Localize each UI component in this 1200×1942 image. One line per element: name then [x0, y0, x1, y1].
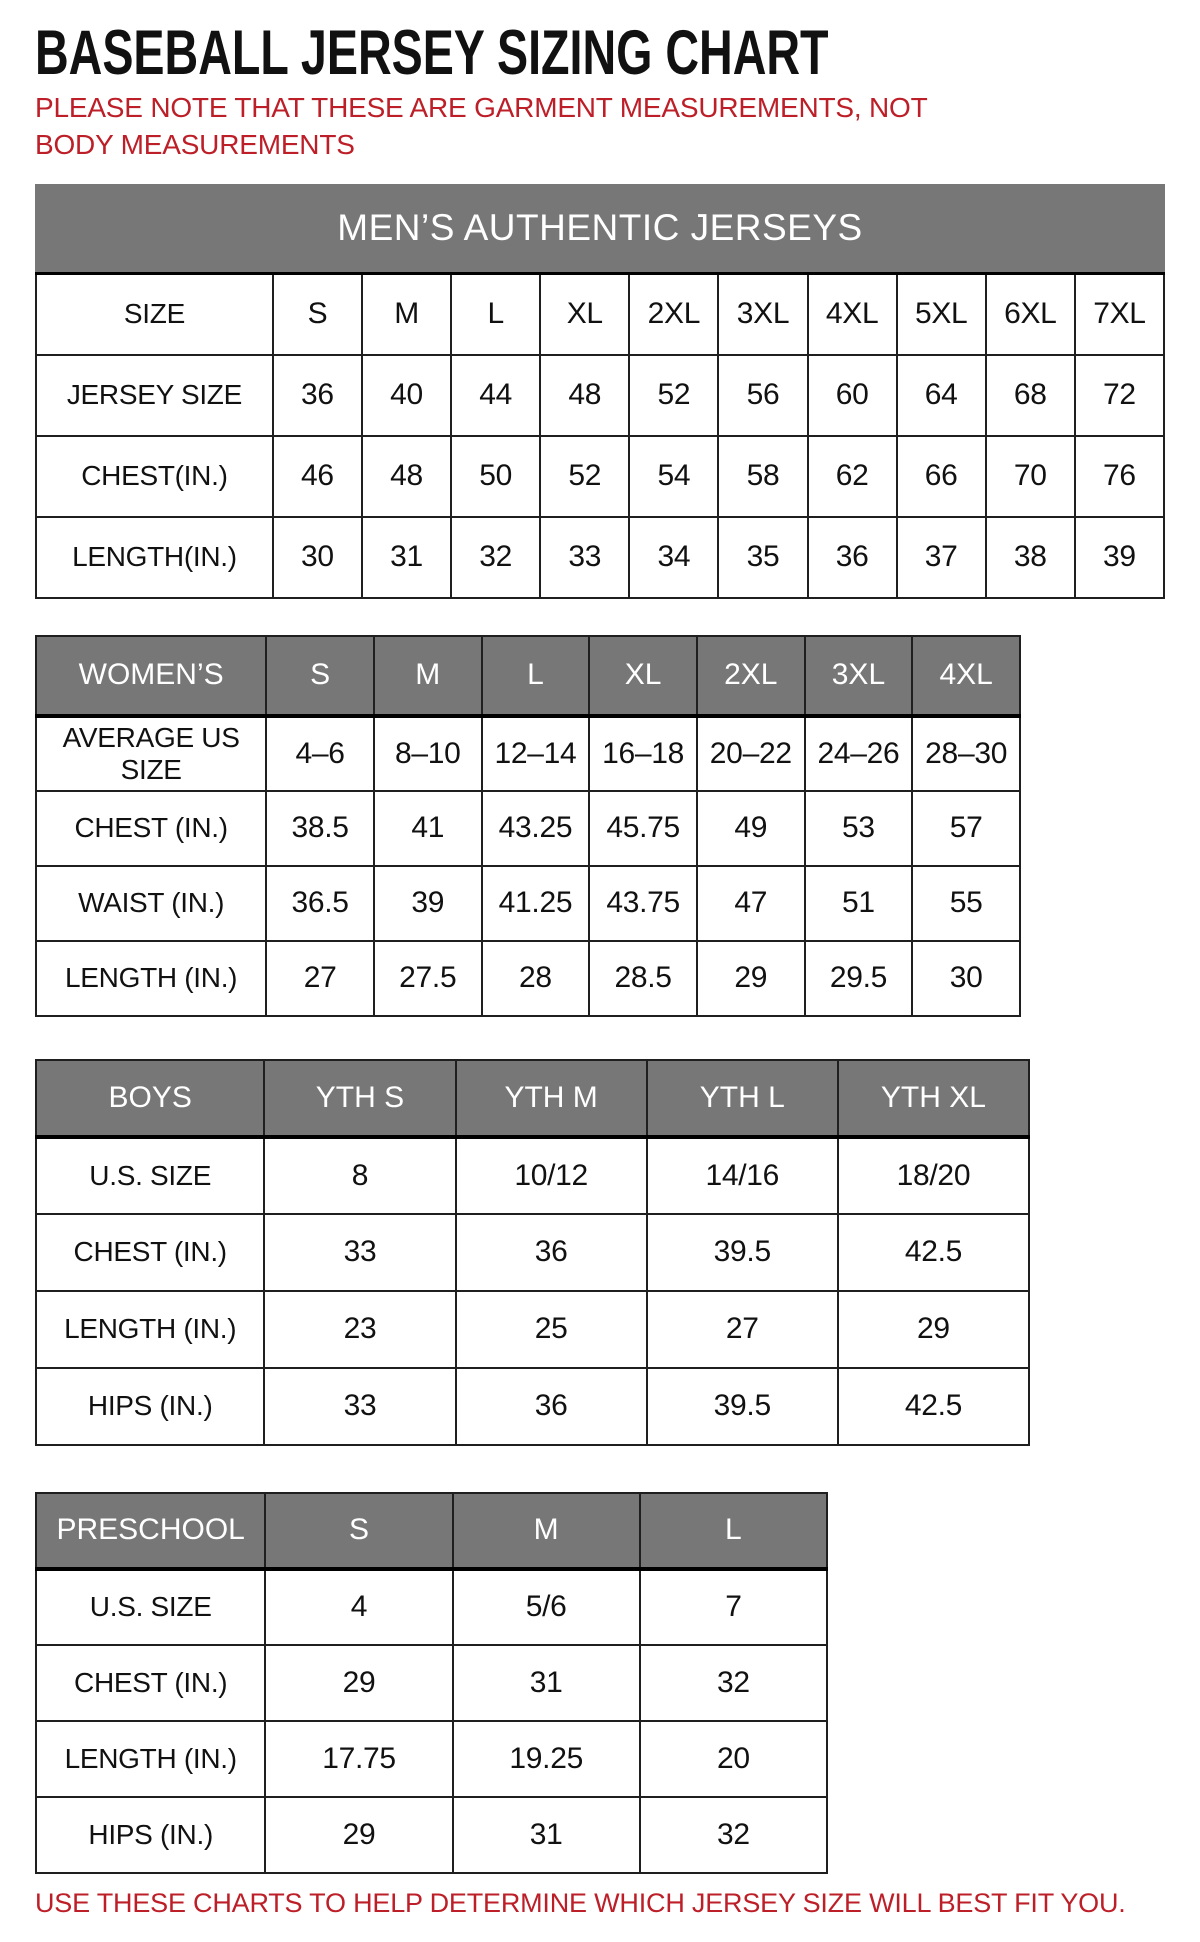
size-column-header-cell: 2XL [697, 636, 805, 716]
table-row [36, 1645, 827, 1721]
value-cell: 54 [629, 436, 718, 517]
table-row [36, 1291, 1029, 1368]
value-cell: 28 [482, 941, 590, 1016]
value-cell: 76 [1075, 436, 1164, 517]
value-cell: 6XL [986, 274, 1075, 355]
table-row [36, 1569, 827, 1645]
table-row [36, 517, 1164, 598]
value-cell: 27.5 [374, 941, 482, 1016]
value-cell: 64 [897, 355, 986, 436]
value-cell: 36 [808, 517, 897, 598]
value-cell: 39 [374, 866, 482, 941]
value-cell: 46 [273, 436, 362, 517]
value-cell: 29.5 [805, 941, 913, 1016]
header-row [36, 1060, 1029, 1137]
group-header-cell: BOYS [36, 1060, 264, 1137]
value-cell: 25 [456, 1291, 647, 1368]
row-label-cell: LENGTH (IN.) [36, 941, 266, 1016]
row-label-cell: CHEST (IN.) [36, 1645, 265, 1721]
value-cell: 47 [697, 866, 805, 941]
preschool-section [35, 1492, 1165, 1874]
garment-measurements-note: PLEASE NOTE THAT THESE ARE GARMENT MEASUREMENTS, NOT BODY MEASUREMENTS [35, 92, 928, 161]
value-cell: 10/12 [456, 1137, 647, 1214]
size-column-header-cell: YTH XL [838, 1060, 1029, 1137]
value-cell: 70 [986, 436, 1075, 517]
value-cell: 39.5 [647, 1368, 838, 1445]
value-cell: 36 [273, 355, 362, 436]
value-cell: 20–22 [697, 716, 805, 791]
value-cell: 41.25 [482, 866, 590, 941]
value-cell: 4 [265, 1569, 452, 1645]
womens-size-table [35, 635, 1021, 1017]
value-cell: 7XL [1075, 274, 1164, 355]
value-cell: 38 [986, 517, 1075, 598]
value-cell: 72 [1075, 355, 1164, 436]
value-cell: 30 [273, 517, 362, 598]
value-cell: 18/20 [838, 1137, 1029, 1214]
table-row [36, 791, 1020, 866]
size-column-header-cell: 3XL [805, 636, 913, 716]
size-column-header-cell: YTH M [456, 1060, 647, 1137]
row-label-cell: WAIST (IN.) [36, 866, 266, 941]
value-cell: 66 [897, 436, 986, 517]
row-label-cell: LENGTH(IN.) [36, 517, 273, 598]
table-row [36, 1214, 1029, 1291]
value-cell: 29 [265, 1797, 452, 1873]
value-cell: 20 [640, 1721, 827, 1797]
value-cell: 32 [451, 517, 540, 598]
value-cell: 23 [264, 1291, 455, 1368]
value-cell: 40 [362, 355, 451, 436]
page-title [35, 20, 1165, 86]
table-row [36, 1137, 1029, 1214]
value-cell: 30 [912, 941, 1020, 1016]
value-cell: S [273, 274, 362, 355]
table-row [36, 866, 1020, 941]
page-title-text: BASEBALL JERSEY SIZING CHART [35, 18, 829, 88]
row-label-cell: HIPS (IN.) [36, 1797, 265, 1873]
value-cell: 7 [640, 1569, 827, 1645]
value-cell: 28.5 [589, 941, 697, 1016]
value-cell: 56 [718, 355, 807, 436]
value-cell: 12–14 [482, 716, 590, 791]
size-column-header-cell: XL [589, 636, 697, 716]
value-cell: 50 [451, 436, 540, 517]
value-cell: 29 [265, 1645, 452, 1721]
table-row [36, 355, 1164, 436]
value-cell: 48 [540, 355, 629, 436]
value-cell: 35 [718, 517, 807, 598]
mens-authentic-jerseys-section [35, 184, 1165, 599]
size-column-header-cell: S [266, 636, 374, 716]
value-cell: 45.75 [589, 791, 697, 866]
row-label-cell: LENGTH (IN.) [36, 1291, 264, 1368]
value-cell: 33 [264, 1214, 455, 1291]
value-cell: 31 [362, 517, 451, 598]
value-cell: 2XL [629, 274, 718, 355]
value-cell: 52 [629, 355, 718, 436]
row-label-cell: AVERAGE US SIZE [36, 716, 266, 791]
value-cell: 27 [266, 941, 374, 1016]
value-cell: 32 [640, 1797, 827, 1873]
value-cell: L [451, 274, 540, 355]
value-cell: 31 [453, 1645, 640, 1721]
value-cell: 3XL [718, 274, 807, 355]
value-cell: 8 [264, 1137, 455, 1214]
value-cell: 33 [264, 1368, 455, 1445]
value-cell: 32 [640, 1645, 827, 1721]
table-row [36, 1797, 827, 1873]
value-cell: 4XL [808, 274, 897, 355]
size-column-header-cell: S [265, 1493, 452, 1569]
size-column-header-cell: L [640, 1493, 827, 1569]
value-cell: 39 [1075, 517, 1164, 598]
value-cell: 53 [805, 791, 913, 866]
value-cell: 36 [456, 1368, 647, 1445]
value-cell: 8–10 [374, 716, 482, 791]
row-label-cell: U.S. SIZE [36, 1137, 264, 1214]
size-column-header-cell: M [374, 636, 482, 716]
value-cell: 44 [451, 355, 540, 436]
group-header-cell: WOMEN’S [36, 636, 266, 716]
value-cell: 33 [540, 517, 629, 598]
size-column-header-cell: YTH S [264, 1060, 455, 1137]
value-cell: 52 [540, 436, 629, 517]
value-cell: 60 [808, 355, 897, 436]
row-label-cell: JERSEY SIZE [36, 355, 273, 436]
table-row [36, 1368, 1029, 1445]
row-label-cell: LENGTH (IN.) [36, 1721, 265, 1797]
table-row [36, 436, 1164, 517]
value-cell: 43.25 [482, 791, 590, 866]
value-cell: 68 [986, 355, 1075, 436]
value-cell: 29 [697, 941, 805, 1016]
group-header-cell: PRESCHOOL [36, 1493, 265, 1569]
value-cell: 41 [374, 791, 482, 866]
value-cell: 36.5 [266, 866, 374, 941]
row-label-cell: CHEST (IN.) [36, 791, 266, 866]
value-cell: 42.5 [838, 1368, 1029, 1445]
table-row [36, 716, 1020, 791]
value-cell: 28–30 [912, 716, 1020, 791]
size-column-header-cell: 4XL [912, 636, 1020, 716]
row-label-cell: HIPS (IN.) [36, 1368, 264, 1445]
value-cell: 48 [362, 436, 451, 517]
value-cell: 62 [808, 436, 897, 517]
header-row [36, 1493, 827, 1569]
value-cell: XL [540, 274, 629, 355]
table-row [36, 941, 1020, 1016]
value-cell: 55 [912, 866, 1020, 941]
preschool-size-table [35, 1492, 828, 1874]
size-column-header-cell: YTH L [647, 1060, 838, 1137]
value-cell: 36 [456, 1214, 647, 1291]
size-column-header-cell: M [453, 1493, 640, 1569]
value-cell: 34 [629, 517, 718, 598]
boys-section [35, 1059, 1165, 1446]
size-column-header-cell: L [482, 636, 590, 716]
row-label-cell: U.S. SIZE [36, 1569, 265, 1645]
womens-section [35, 635, 1165, 1017]
footer-note: USE THESE CHARTS TO HELP DETERMINE WHICH JERSEY SIZE WILL BEST FIT YOU. [35, 1887, 1126, 1918]
value-cell: 57 [912, 791, 1020, 866]
value-cell: 16–18 [589, 716, 697, 791]
row-label-cell: SIZE [36, 274, 273, 355]
value-cell: 49 [697, 791, 805, 866]
table-row [36, 1721, 827, 1797]
value-cell: 17.75 [265, 1721, 452, 1797]
mens-table-banner: MEN’S AUTHENTIC JERSEYS [35, 184, 1165, 272]
value-cell: 37 [897, 517, 986, 598]
value-cell: 38.5 [266, 791, 374, 866]
boys-size-table [35, 1059, 1030, 1446]
value-cell: 29 [838, 1291, 1029, 1368]
value-cell: 5XL [897, 274, 986, 355]
value-cell: 58 [718, 436, 807, 517]
value-cell: 42.5 [838, 1214, 1029, 1291]
table-row [36, 274, 1164, 355]
value-cell: 4–6 [266, 716, 374, 791]
mens-size-table [35, 272, 1165, 599]
value-cell: 31 [453, 1797, 640, 1873]
header-row [36, 636, 1020, 716]
row-label-cell: CHEST(IN.) [36, 436, 273, 517]
value-cell: 19.25 [453, 1721, 640, 1797]
row-label-cell: CHEST (IN.) [36, 1214, 264, 1291]
value-cell: 43.75 [589, 866, 697, 941]
value-cell: 5/6 [453, 1569, 640, 1645]
value-cell: 14/16 [647, 1137, 838, 1214]
value-cell: 51 [805, 866, 913, 941]
value-cell: M [362, 274, 451, 355]
value-cell: 27 [647, 1291, 838, 1368]
value-cell: 24–26 [805, 716, 913, 791]
value-cell: 39.5 [647, 1214, 838, 1291]
